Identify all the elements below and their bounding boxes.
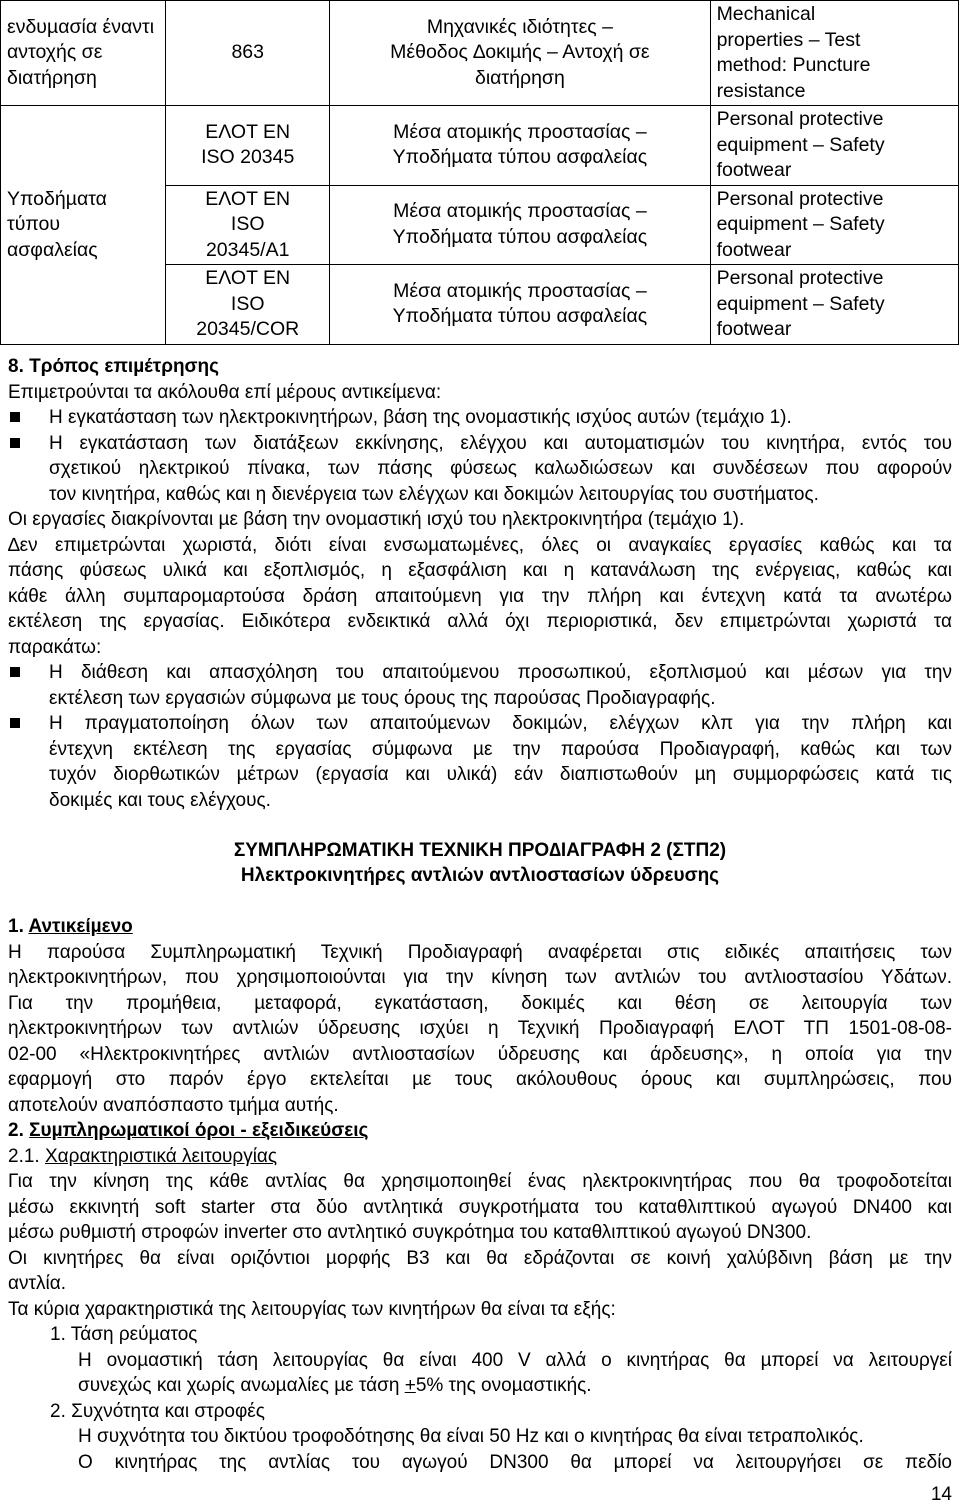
cell-line: Μέσα ατοµικής προστασίας – xyxy=(393,200,647,223)
table-cell xyxy=(710,265,958,345)
cell-line: footwear xyxy=(716,318,792,340)
paragraph-line: Για την κίνηση της κάθε αντλίας θα χρησιµοποιηθεί ένας ηλεκτροκινητήρας που θα τροφοδοτείται xyxy=(8,1171,952,1192)
list-item-text: έντεχνη εκτέλεση της εργασίας σύµφωνα µε την παρούσα Προδιαγραφή, καθώς και των xyxy=(49,738,952,760)
cell-line: αντοχής σε διατήρηση xyxy=(7,41,103,89)
cell-line: Υποδήµατα τύπου ασφαλείας xyxy=(392,305,648,328)
table-cell xyxy=(710,185,958,265)
table-cell xyxy=(166,106,330,186)
cell-line: ασφαλείας xyxy=(7,238,98,261)
cell-line: ΕΛΟΤ EN xyxy=(205,187,291,210)
bullet-square-icon xyxy=(10,718,20,728)
list-item-text: τον κινητήρα, καθώς και η διενέργεια των ελέγχων και δοκιµών λειτουργίας του συστήµατος. xyxy=(49,483,819,505)
cell-line: equipment – Safety xyxy=(716,213,885,235)
paragraph-line: 02-00 «Ηλεκτροκινητήρες αντλιών αντλιοστασίων ύδρευσης και άρδευσης», η οποία για την xyxy=(8,1043,952,1065)
cell-line: properties – Test xyxy=(716,28,861,51)
standards-table xyxy=(0,0,959,345)
cell-line: Personal protective xyxy=(716,187,884,210)
section-number: 1. xyxy=(8,916,29,937)
list-item-text: Η εγκατάσταση των ηλεκτροκινητήρων, βάση της ονοµαστικής ισχύος αυτών (τεµάχιο 1). xyxy=(49,407,792,428)
cell-line: Υποδήµατα τύπου ασφαλείας xyxy=(392,146,648,169)
cell-line: Μέσα ατοµικής προστασίας – xyxy=(393,120,647,143)
table-cell xyxy=(166,185,330,265)
table-row xyxy=(1,1,959,106)
cell-line: Μέθοδος ∆οκιµής – Αντοχή σε xyxy=(390,41,650,64)
list-item-text: εκτέλεση των εργασιών σύµφωνα µε τους όρους της παρούσας Προδιαγραφής. xyxy=(49,687,716,709)
plus-minus-sign: + xyxy=(404,1375,416,1396)
paragraph-line: ∆εν επιµετρώνται χωριστά, διότι είναι ενσωµατωµένες, όλες οι αναγκαίες εργασίες καθώς και τα xyxy=(8,534,952,556)
cell-line: footwear xyxy=(716,238,792,261)
section-title: Αντικείµενο xyxy=(28,916,133,937)
cell-line: 863 xyxy=(231,41,264,64)
section-1 xyxy=(8,914,952,1475)
table-cell xyxy=(330,106,710,186)
table-row xyxy=(1,106,959,186)
subsection-title: Χαρακτηριστικά λειτουργίας xyxy=(44,1145,278,1167)
item-title: Τάση ρεύµατος xyxy=(70,1324,198,1345)
paragraph-line: εκτέλεση της εργασίας. Ειδικότερα ενδεικτικά αλλά όχι περιοριστικά, δεν επιµετρώνται χωριστά τα xyxy=(8,611,952,632)
list-item-text: Η πραγµατοποίηση όλων των απαιτούµενων δοκιµών, ελέγχων κλπ για την πλήρη και xyxy=(49,713,952,734)
cell-line: equipment – Safety xyxy=(716,133,885,156)
cell-line: method: Puncture xyxy=(716,54,871,76)
list-item xyxy=(8,431,952,508)
cell-line: Personal protective xyxy=(716,267,884,289)
cell-line: resistance xyxy=(716,79,806,102)
cell-line: ΕΛΟΤ EN xyxy=(205,267,291,289)
paragraph-line: πάσης φύσεως υλικά και εξοπλισµός, η εξασφάλιση και η κατανάλωση της ενέργειας, καθώς και xyxy=(8,560,952,581)
paragraph-line: Η παρούσα Συµπληρωµατική Τεχνική Προδιαγραφή αναφέρεται στις ειδικές απαιτήσεις των xyxy=(8,941,952,963)
paragraph-line: µέσω ρυθµιστή στροφών inverter στο αντλητικό συγκρότηµα του καταθλιπτικού αγωγού DN300. xyxy=(8,1222,812,1243)
paragraph-line: Για την προµήθεια, µεταφορά, εγκατάσταση, δοκιµές και θέση σε λειτουργία των xyxy=(8,992,952,1014)
cell-line: ΕΛΟΤ EN xyxy=(205,120,291,143)
cell-line: διατήρηση xyxy=(474,66,565,89)
list-item xyxy=(8,660,952,711)
table-cell xyxy=(330,265,710,345)
item-body-line: Η ονοµαστική τάση λειτουργίας θα είναι 400 V αλλά ο κινητήρας θα µπορεί να λειτουργεί xyxy=(78,1349,952,1371)
cell-line: 20345/A1 xyxy=(205,238,290,261)
spec-title: ΣΥΜΠΛΗΡΩΜΑΤΙΚΗ ΤΕΧΝΙΚΗ ΠΡΟ∆ΙΑΓΡΑΦΗ 2 (ΣΤΠ2) xyxy=(233,840,727,861)
list-item xyxy=(8,405,952,431)
cell-line: 20345/COR xyxy=(196,318,300,340)
table-cell xyxy=(330,185,710,265)
cell-line: ISO xyxy=(230,213,265,235)
cell-line: Υποδήµατα τύπου xyxy=(7,187,107,235)
text-run: 5% της ονοµαστικής. xyxy=(415,1375,592,1396)
section-title: Συµπληρωµατικοί όροι - εξειδικεύσεις xyxy=(29,1120,369,1141)
list-item-text: Η εγκατάσταση των διατάξεων εκκίνησης, ελέγχου και αυτοµατισµών του κινητήρα, εντός του xyxy=(49,432,952,454)
section-heading: 8. Τρόπος επιµέτρησης xyxy=(8,356,220,377)
paragraph-line: παρακάτω: xyxy=(8,636,102,658)
paragraph-line: µέσω εκκινητή soft starter στα δύο αντλητικά συγκροτήµατα του καταθλιπτικού αγωγού DN400 και xyxy=(8,1196,952,1218)
spec-subtitle: Ηλεκτροκινητήρες αντλιών αντλιοστασίων ύδρευσης xyxy=(240,865,720,886)
item-body-line: Η συχνότητα του δικτύου τροφοδότησης θα είναι 50 Hz και ο κινητήρας θα είναι τετραπολικός. xyxy=(78,1426,864,1447)
cell-line: Μέσα ατοµικής προστασίας – xyxy=(393,279,647,302)
table-cell xyxy=(330,1,710,106)
subsection-number: 2.1. xyxy=(8,1145,45,1167)
paragraph-line: κάθε άλλη συµπαροµαρτούσα δράση απαιτούµενη για την πλήρη και έντεχνη κατά τα ανωτέρω xyxy=(8,585,952,607)
paragraph-line: Οι κινητήρες θα είναι οριζόντιοι µορφής B3 και θα εδράζονται σε κοινή χαλύβδινη βάση µε την xyxy=(8,1247,952,1269)
list-item-text: Η διάθεση και απασχόληση του απαιτούµενου προσωπικού, εξοπλισµού και µέσων για την xyxy=(49,662,952,683)
list-item-text: τυχόν διορθωτικών µέτρων (εργασία και υλικά) εάν διαπιστωθούν µη συµµορφώσεις κατά τις xyxy=(49,764,952,785)
bullet-square-icon xyxy=(10,438,20,448)
section-intro: Επιµετρούνται τα ακόλουθα επί µέρους αντικείµενα: xyxy=(8,381,442,403)
page-number: 14 xyxy=(930,1484,952,1505)
section-number: 2. xyxy=(8,1120,30,1141)
paragraph-line: εφαρµογή στο παρόν έργο εκτελείται µε τους ακόλουθους όρους και συµπληρώσεις, που xyxy=(8,1069,952,1090)
paragraph-line: αποτελούν αναπόσπαστο τµήµα αυτής. xyxy=(8,1094,339,1116)
list-item-text: σχετικού ηλεκτρικού πίνακα, των πάσης φύσεως καλωδιώσεων και συνδέσεων που αφορούν xyxy=(49,458,952,479)
cell-line: ISO 20345 xyxy=(201,146,295,169)
table-cell xyxy=(166,265,330,345)
section-8 xyxy=(8,354,952,813)
table-cell xyxy=(1,1,166,106)
cell-line: Personal protective xyxy=(716,108,884,130)
table-cell xyxy=(166,1,330,106)
bullet-square-icon xyxy=(10,412,20,422)
list-item xyxy=(8,711,952,813)
cell-line: equipment – Safety xyxy=(716,292,885,315)
item-body-line: Ο κινητήρας της αντλίας του αγωγού DN300 θα µπορεί να λειτουργήσει σε πεδίο xyxy=(78,1451,952,1473)
cell-line: Υποδήµατα τύπου ασφαλείας xyxy=(392,225,648,248)
table-cell xyxy=(710,1,958,106)
cell-line: Mechanical xyxy=(716,3,816,25)
section-heading xyxy=(8,1118,952,1144)
text-run: συνεχώς και χωρίς ανωµαλίες µε τάση xyxy=(78,1375,405,1396)
bullet-square-icon xyxy=(10,667,20,677)
paragraph-line: ηλεκτροκινητήρων, που χρησιµοποιούνται για την κίνηση των αντλιών του αντλιοστασίου Υδάτων. xyxy=(8,967,952,988)
paragraph: Οι εργασίες διακρίνονται µε βάση την ονοµαστική ισχύ του ηλεκτροκινητήρα (τεµάχιο 1). xyxy=(8,509,745,530)
cell-line: ενδυµασία έναντι xyxy=(7,15,155,38)
paragraph-line: ηλεκτροκινητήρων των αντλιών ύδρευσης ισχύει η Τεχνική Προδιαγραφή ΕΛΟΤ ΤΠ 1501-08-08- xyxy=(8,1018,952,1039)
subsection-heading xyxy=(8,1144,952,1170)
section-heading xyxy=(8,914,952,940)
table-cell xyxy=(1,106,166,345)
item-title: Συχνότητα και στροφές xyxy=(71,1400,265,1422)
cell-line: Μηχανικές ιδιότητες – xyxy=(426,15,613,38)
paragraph-line: αντλία. xyxy=(8,1273,66,1294)
numbered-item-title xyxy=(8,1322,952,1348)
item-body-line xyxy=(8,1373,952,1399)
numbered-item-title xyxy=(8,1399,952,1425)
table-cell xyxy=(710,106,958,186)
cell-line: ISO xyxy=(230,292,265,315)
cell-line: footwear xyxy=(716,159,792,181)
paragraph-line: Τα κύρια χαρακτηριστικά της λειτουργίας των κινητήρων θα είναι τα εξής: xyxy=(8,1298,616,1320)
list-item-text: δοκιµές και τους ελέγχους. xyxy=(49,789,271,811)
item-number: 2. xyxy=(50,1400,72,1422)
item-number: 1. xyxy=(50,1324,71,1345)
